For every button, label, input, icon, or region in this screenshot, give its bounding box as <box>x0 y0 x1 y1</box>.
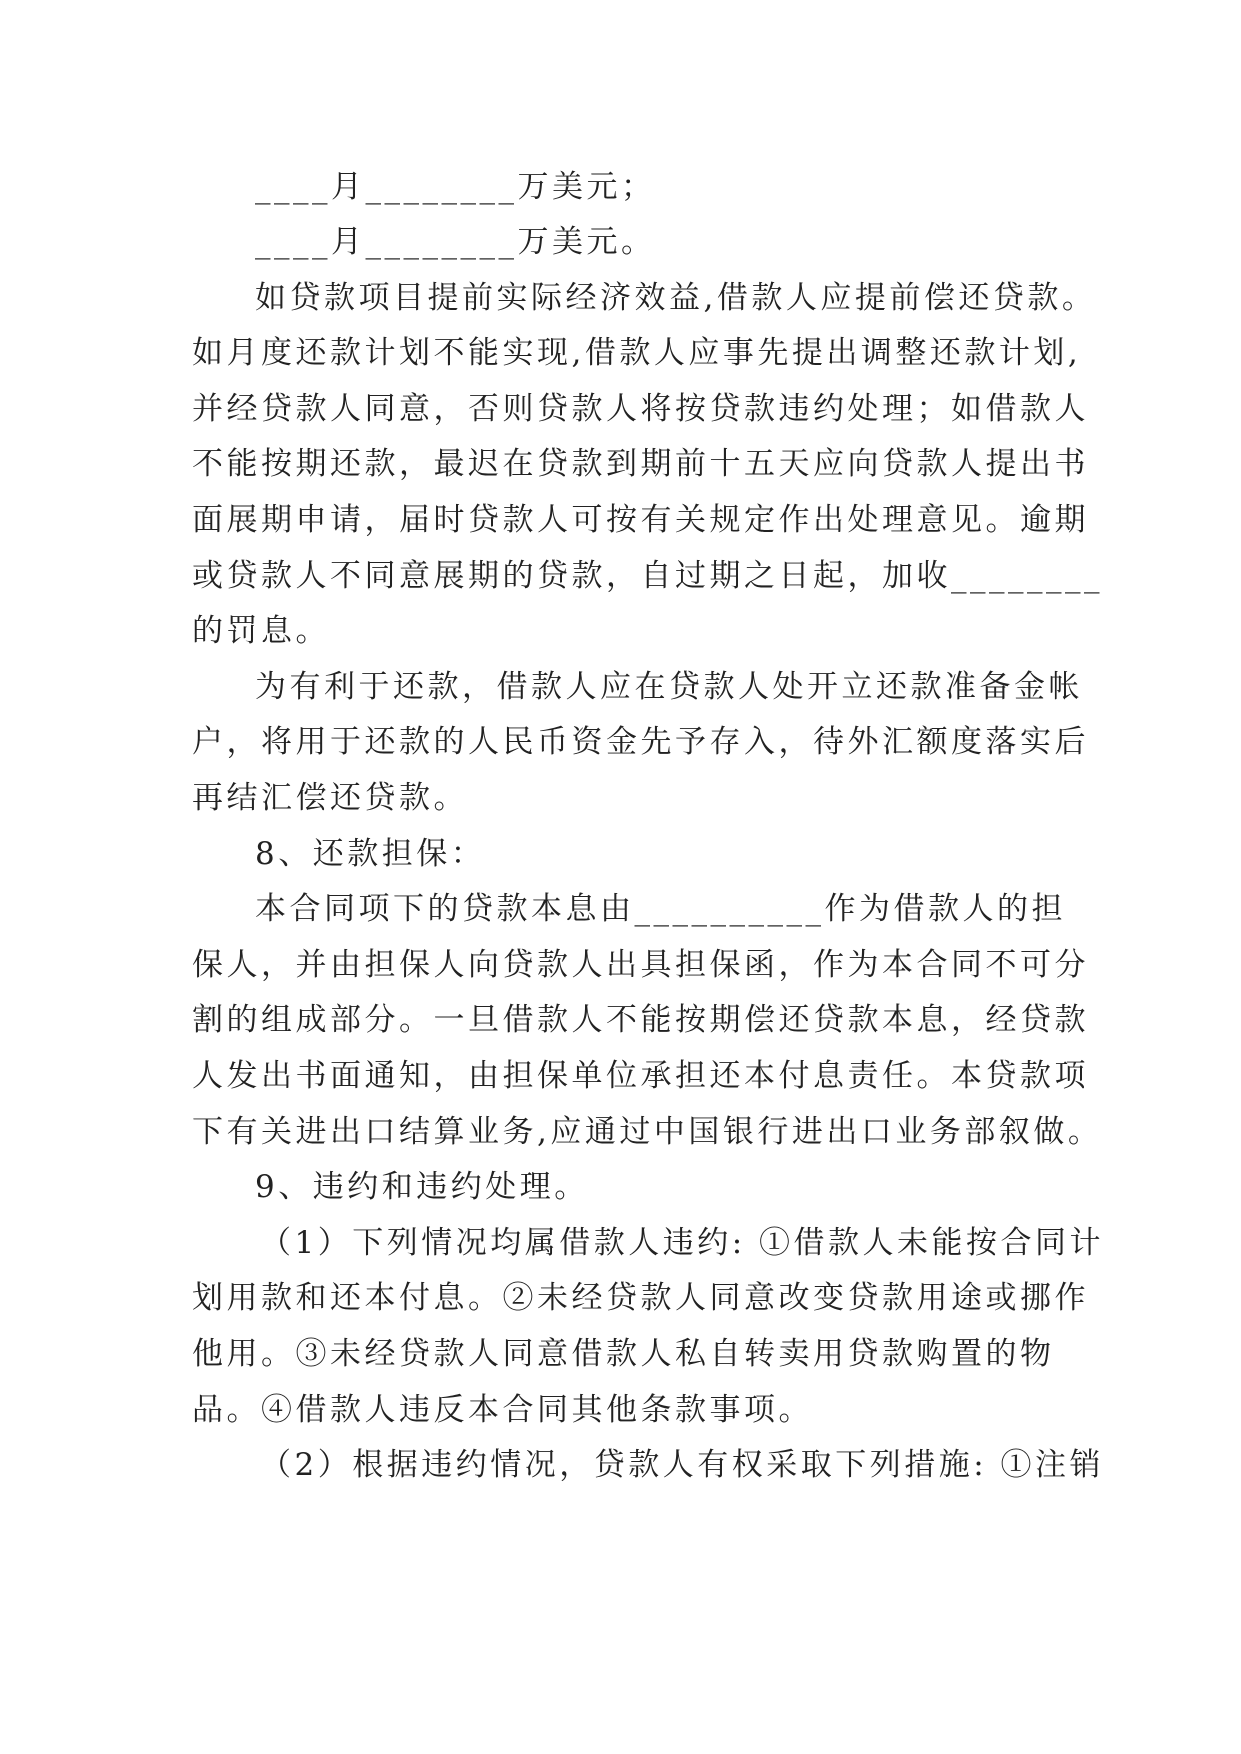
text-line: ____月________万美元。 <box>255 224 656 260</box>
section-heading: 8、还款担保： <box>255 836 486 872</box>
section-heading: 9、违约和违约处理。 <box>255 1169 589 1205</box>
text-line: 或贷款人不同意展期的贷款，自过期之日起，加收________ <box>192 558 1103 594</box>
text-line: 为有利于还款，借款人应在贷款人处开立还款准备金帐 <box>255 669 1083 705</box>
text-line: 并经贷款人同意，否则贷款人将按贷款违约处理；如借款人 <box>192 391 1089 427</box>
text-line: 如贷款项目提前实际经济效益,借款人应提前偿还贷款。 <box>255 280 1097 316</box>
text-line: 划用款和还本付息。②未经贷款人同意改变贷款用途或挪作 <box>192 1280 1089 1316</box>
text-line: 的罚息。 <box>192 613 330 649</box>
text-line: 下有关进出口结算业务,应通过中国银行进出口业务部叙做。 <box>192 1114 1103 1150</box>
text-line: 割的组成部分。一旦借款人不能按期偿还贷款本息，经贷款 <box>192 1002 1089 1038</box>
text-line: 他用。③未经贷款人同意借款人私自转卖用贷款购置的物 <box>192 1336 1055 1372</box>
text-line: 保人，并由担保人向贷款人出具担保函，作为本合同不可分 <box>192 947 1089 983</box>
text-line: 不能按期还款，最迟在贷款到期前十五天应向贷款人提出书 <box>192 446 1089 482</box>
text-line: 品。④借款人违反本合同其他条款事项。 <box>192 1392 813 1428</box>
text-line: （1）下列情况均属借款人违约: ①借款人未能按合同计 <box>260 1225 1105 1261</box>
text-line: 人发出书面通知，由担保单位承担还本付息责任。本贷款项 <box>192 1058 1089 1094</box>
text-line: 面展期申请，届时贷款人可按有关规定作出处理意见。逾期 <box>192 502 1089 538</box>
text-line: ____月________万美元； <box>255 169 656 205</box>
text-line: 户，将用于还款的人民币资金先予存入，待外汇额度落实后 <box>192 724 1089 760</box>
text-line: 再结汇偿还贷款。 <box>192 780 468 816</box>
text-line: 如月度还款计划不能实现,借款人应事先提出调整还款计划, <box>192 335 1082 371</box>
text-line: （2）根据违约情况，贷款人有权采取下列措施: ①注销 <box>260 1447 1105 1483</box>
text-line: 本合同项下的贷款本息由__________作为借款人的担 <box>255 891 1066 927</box>
